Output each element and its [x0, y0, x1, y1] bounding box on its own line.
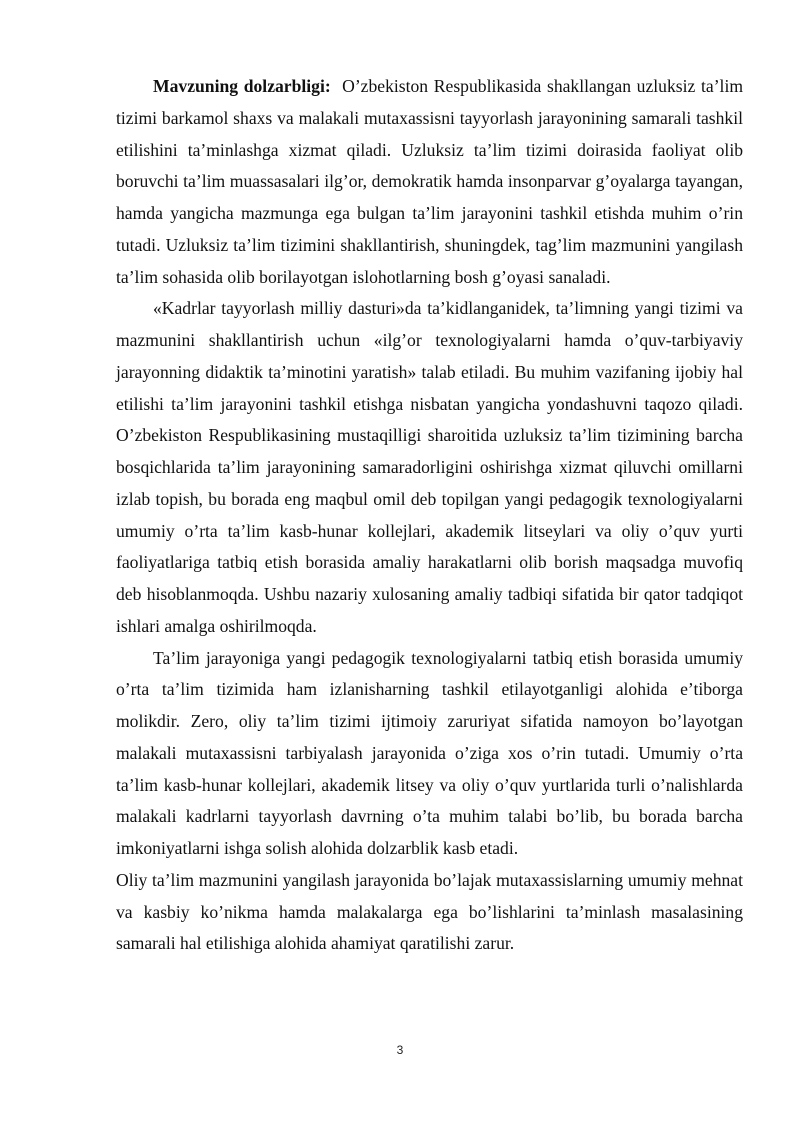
paragraph-text: Ta’lim jarayoniga yangi pedagogik texnologiyalarni tatbiq etish borasida umumiy o’rta ta’lim tizimida ham izlanisharning tashkil etilayotganligi alohida e’tiborga molikdir. Zero, oliy ta’lim tizimi ijtimoiy zaruriyat sifatida namoyon bo’layotgan malakali mutaxassisni tarbiyalash jarayonida o’ziga xos o’rin tutadi. Umumiy o’rta ta’lim kasb-hunar kollejlari, akademik litsey va oliy o’quv yurtlarida turli o’nalishlarda malakali kadrlarni tayyorlash davrning o’ta muhim talabi bo’lib, bu borada barcha imkoniyatlarni ishga solish alohida dolzarblik kasb etadi.: [116, 647, 743, 858]
paragraph-program: [116, 293, 743, 642]
paragraph-higher-education: [116, 865, 743, 960]
page-number: 3: [396, 1043, 404, 1057]
paragraph-text: O’zbekiston Respublikasida shakllangan uzluksiz ta’lim tizimi barkamol shaxs va malakali mutaxassisni tayyorlash jarayonining samarali tashkil etilishini ta’minlashga xizmat qiladi. Uzluksiz ta’lim tizimi doirasida faoliyat olib boruvchi ta’lim muassasalari ilg’or, demokratik hamda insonparvar g’oyalarga tayangan, hamda yangicha mazmunga ega bulgan ta’lim jarayonini tashkil etishda muhim o’rin tutadi. Uzluksiz ta’lim tizimini shakllantirish, shuningdek, tag’lim mazmunini yangilash ta’lim sohasida olib borilayotgan islohotlarning bosh g’oyasi sanaladi.: [116, 76, 744, 287]
paragraph-text: Oliy ta’lim mazmunini yangilash jarayonida bo’lajak mutaxassislarning umumiy mehnat va kasbiy ko’nikma hamda malakalarga ega bo’lishlarini ta’minlash masalasining samarali hal etilishiga alohida ahamiyat qaratilishi zarur.: [116, 869, 743, 954]
section-lead-title: Mavzuning dolzarbligi:: [153, 76, 331, 96]
document-body: [116, 71, 743, 960]
paragraph-relevance: [116, 71, 743, 293]
paragraph-technologies: [116, 643, 743, 865]
paragraph-text: «Kadrlar tayyorlash milliy dasturi»da ta’kidlanganidek, ta’limning yangi tizimi va mazmunini shakllantirish uchun «ilg’or texnologiyalarni hamda o’quv-tarbiyaviy jarayonning didaktik ta’minotini yaratish» talab etiladi. Bu muhim vazifaning ijobiy hal etilishi ta’lim jarayonini tashkil etishga nisbatan yangicha yondashuvni taqozo qiladi. O’zbekiston Respublikasining mustaqilligi sharoitida uzluksiz ta’lim tizimining barcha bosqichlarida ta’lim jarayonining samaradorligini oshirishga xizmat qiluvchi omillarni izlab topish, bu borada eng maqbul omil deb topilgan yangi pedagogik texnologiyalarni umumiy o’rta ta’lim kasb-hunar kollejlari, akademik litseylari va oliy o’quv yurti faoliyatlariga tatbiq etish borasida amaliy harakatlarni olib borish maqsadga muvofiq deb hisoblanmoqda. Ushbu nazariy xulosaning amaliy tadbiqi sifatida bir qator tadqiqot ishlari amalga oshirilmoqda.: [116, 298, 743, 636]
